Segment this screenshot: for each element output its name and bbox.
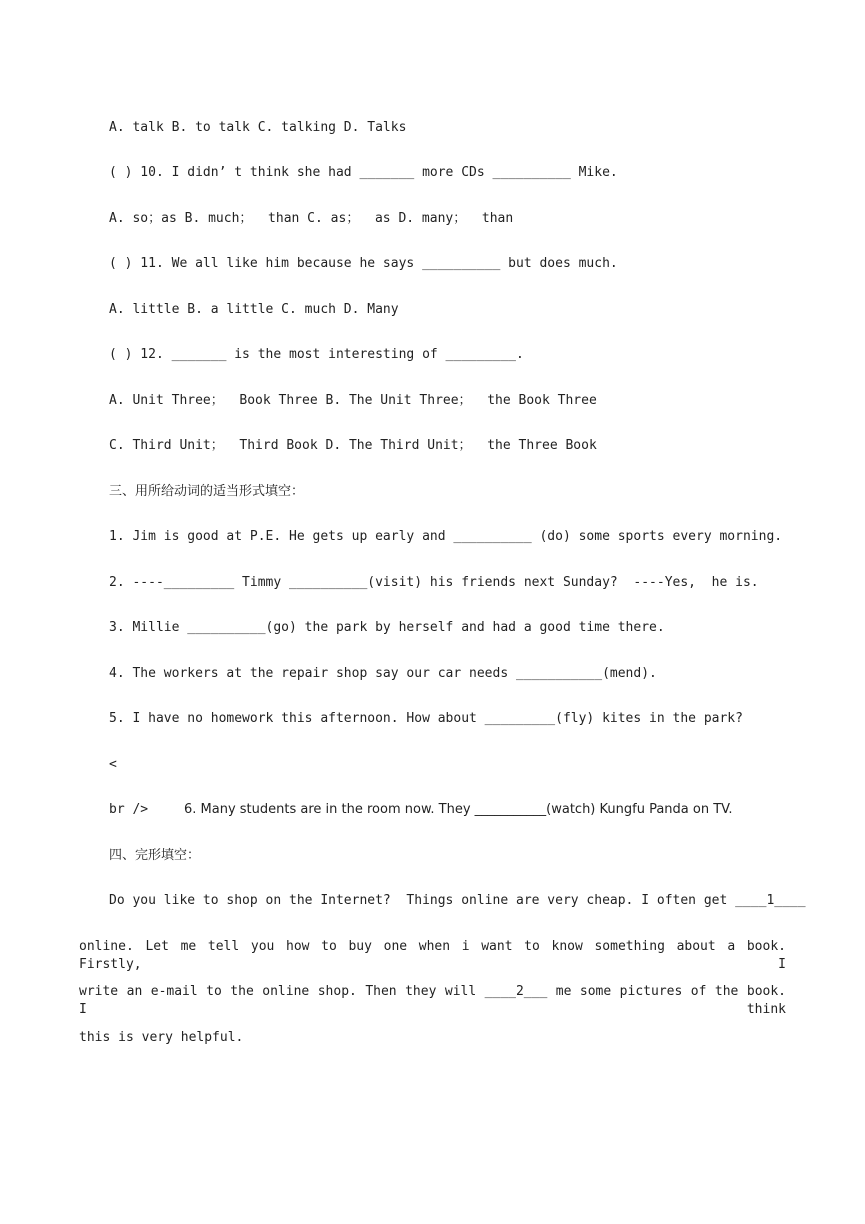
- q10-stem: ( ) 10. I didn’ t think she had _______ more CDs __________ Mike.: [109, 165, 618, 180]
- q9-options: A. talk B. to talk C. talking D. Talks: [109, 120, 407, 135]
- q12-options-line2: C. Third Unit； Third Book D. The Third Unit； the Three Book: [109, 438, 597, 453]
- q12-options-line1: A. Unit Three； Book Three B. The Unit Three； the Book Three: [109, 393, 597, 408]
- section3-item-4: 4. The workers at the repair shop say our car needs ___________(mend).: [109, 666, 657, 681]
- q11-stem: ( ) 11. We all like him because he says __________ but does much.: [109, 256, 618, 271]
- q12-stem: ( ) 12. _______ is the most interesting of _________.: [109, 347, 524, 362]
- section4-heading: 四、完形填空：: [109, 848, 201, 863]
- cloze-line-4: this is very helpful.: [79, 1030, 244, 1045]
- section3-item-3: 3. Millie __________(go) the park by herself and had a good time there.: [109, 620, 665, 635]
- section3-item-6: 6. Many students are in the room now. They ___________(watch) Kungfu Panda on TV.: [184, 802, 733, 817]
- section3-heading: 三、用所给动词的适当形式填空：: [109, 484, 305, 499]
- section3-item-5: 5. I have no homework this afternoon. How about _________(fly) kites in the park?: [109, 711, 743, 726]
- section3-item-2: 2. ----_________ Timmy __________(visit) his friends next Sunday? ----Yes, he is.: [109, 575, 759, 590]
- stray-tag-open: <: [109, 757, 117, 772]
- q11-options: A. little B. a little C. much D. Many: [109, 302, 399, 317]
- section3-item-1: 1. Jim is good at P.E. He gets up early and __________ (do) some sports every morning.: [109, 529, 783, 544]
- cloze-line-2: online. Let me tell you how to buy one when i want to know something about a book. Firstly, I: [79, 939, 786, 972]
- q10-options: A. so；as B. much； than C. as； as D. many； than: [109, 211, 514, 226]
- cloze-line-1: Do you like to shop on the Internet? Things online are very cheap. I often get ____1____: [109, 893, 806, 908]
- cloze-line-3: write an e-mail to the online shop. Then they will ____2___ me some pictures of the book. I think: [79, 984, 786, 1017]
- stray-tag-close: br />: [109, 802, 149, 817]
